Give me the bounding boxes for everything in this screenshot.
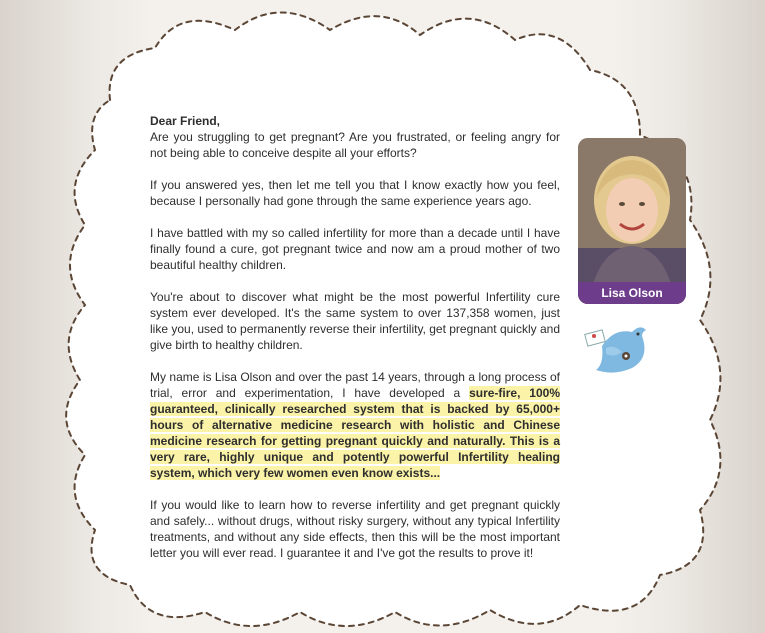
paragraph-3: I have battled with my so called infertility for more than a decade until I have finally found a cure, got pregnant twice and now am a proud mother of two beautiful healthy children. — [150, 226, 560, 272]
letter-body — [150, 113, 560, 577]
author-photo-card — [578, 138, 686, 304]
bird-with-letter-icon — [584, 318, 654, 378]
author-portrait — [578, 138, 686, 304]
greeting: Dear Friend, — [150, 114, 221, 128]
highlighted-claim: sure-fire, 100% guaranteed, clinically researched system that is backed by 65,000+ hours of alternative medicine research with holistic and Chinese medicine research for getting pregnant quickly and naturally. This is a very rare, highly unique and potently powerful Infertility healing system, which very few women even know exists... — [150, 386, 560, 480]
paragraph-5 — [150, 369, 560, 481]
paragraph-2: If you answered yes, then let me tell you that I know exactly how you feel, because I personally had gone through the same experience years ago. — [150, 178, 560, 208]
paragraph-6: If you would like to learn how to reverse infertility and get pregnant quickly and safely... without drugs, without risky surgery, without any typical Infertility treatments, and without any side effects, then this will be the most important letter you will ever read. I guarantee it and I've got the results to prove it! — [150, 498, 560, 560]
paragraph-4: You're about to discover what might be the most powerful Infertility cure system ever developed. It's the same system to over 137,358 women, just like you, used to permanently reverse their infertility, get pregnant quickly and give birth to healthy children. — [150, 290, 560, 352]
paragraph-5-intro: My name is Lisa Olson and over the past 14 years, through a long process of trial, error and experimentation, I have developed a — [150, 370, 560, 400]
author-name-label: Lisa Olson — [578, 282, 686, 304]
paragraph-1: Are you struggling to get pregnant? Are you frustrated, or feeling angry for not being able to conceive despite all your efforts? — [150, 130, 560, 160]
